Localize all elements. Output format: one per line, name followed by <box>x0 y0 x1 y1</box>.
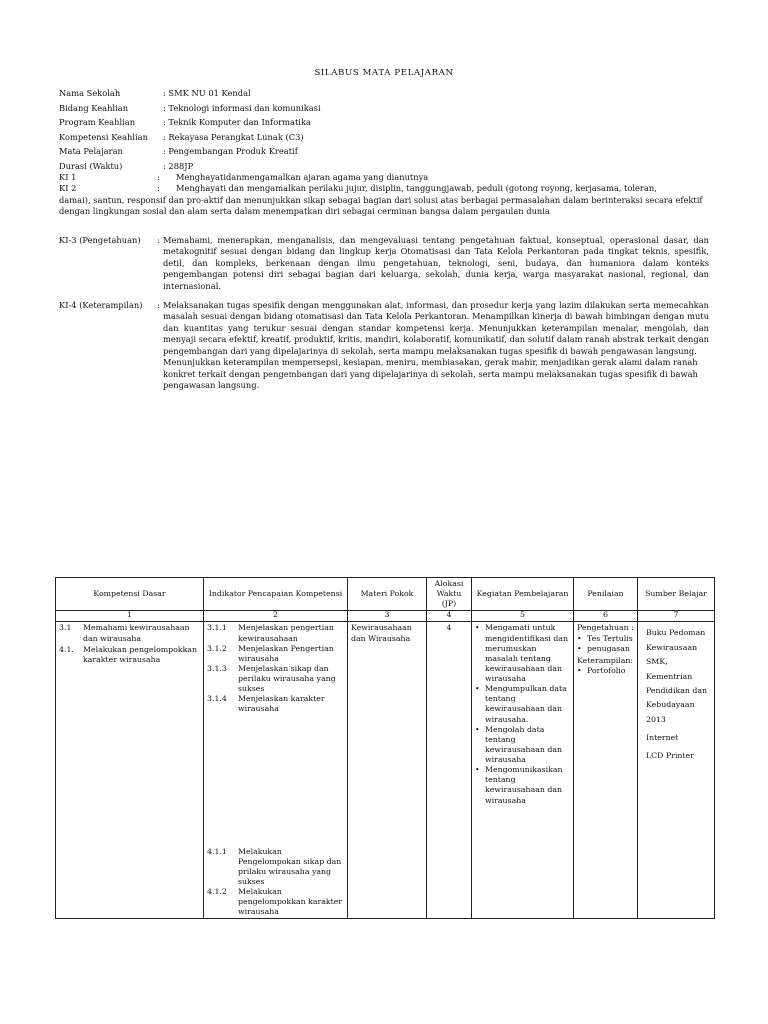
ki1-text: Menghayatidanmengamalkan ajaran agama yang dianutnya <box>176 172 429 182</box>
meta-label: Nama Sekolah <box>59 88 121 98</box>
meta-label: Bidang Keahlian <box>59 102 129 113</box>
kegiatan-item: • Mengamati untuk mengidentifikasi dan merumuskan masalah tentang kewirausahaan dan wirausaha <box>475 623 568 683</box>
col-header-penilaian: Penilaian <box>574 578 638 611</box>
meta-row <box>59 132 719 147</box>
column-number: 5 <box>472 611 574 622</box>
kd-item: 3.1 Memahami kewirausahaan dan wirausaha <box>59 623 190 643</box>
penilaian-heading: Keterampilan: <box>577 655 634 665</box>
col-header-kompetensi-dasar: Kompetensi Dasar <box>56 578 204 611</box>
meta-row <box>59 103 719 118</box>
indikator-item: 4.1.2 Melakukan pengelompokkan karakter wirausaha <box>207 887 343 917</box>
indikator-item: 3.1.1 Menjelaskan pengertian kewirausahaan <box>207 623 334 643</box>
col-header-materi-pokok: Materi Pokok <box>348 578 427 611</box>
sumber-item: Internet <box>646 732 679 742</box>
alokasi-waktu-cell: 4 <box>427 622 472 919</box>
ki3-text: Memahami, menerapkan, menganalisis, dan mengevaluasi tentang pengetahuan faktual, konseptual, operasional dasar, dan metakognitif sesuai dengan bidang dan lingkup kerja Otomatisasi dan Tata Kelola Perkantoran pada tingkat teknis, spesifik, detil, dan kompleks, berkenaan dengan ilmu pengetahuan, teknologi, seni, budaya, dan humaniora dalam konteks pengembangan potensi diri sebagai bagian dari keluarga, sekolah, dunia kerja, warga masyarakat nasional, regional, dan internasional. <box>163 235 709 291</box>
materi-pokok-cell: Kewirausahaan dan Wirausaha <box>348 622 427 919</box>
indikator-item: 3.1.2 Menjelaskan Pengertian wirausaha <box>207 643 334 663</box>
table-header-row <box>56 578 715 611</box>
penilaian-cell <box>574 622 638 919</box>
ki4-label: KI-4 (Keterampilan) <box>59 300 143 310</box>
kegiatan-item: • Mengolah data tentang kewirausahaan dan wirausaha <box>475 724 563 764</box>
penilaian-heading: Pengetahuan : <box>577 623 634 633</box>
meta-row <box>59 88 719 103</box>
ki3-row <box>59 235 709 292</box>
kegiatan-item: • Mengomunikasikan tentang kewirausahaan dan wirausaha <box>475 765 563 805</box>
column-number: 2 <box>204 611 348 622</box>
column-number: 7 <box>638 611 715 622</box>
ki1-sep: : <box>157 172 160 182</box>
bullet-icon: • <box>577 633 582 643</box>
indikator-cell <box>204 622 348 919</box>
bullet-icon: • <box>475 765 480 775</box>
bullet-icon: • <box>475 623 480 633</box>
col-header-kegiatan: Kegiatan Pembelajaran <box>472 578 574 611</box>
column-number: 1 <box>56 611 204 622</box>
indikator-item: 3.1.4 Menjelaskan karakter wirausaha <box>207 694 325 714</box>
col-header-indikator: Indikator Pencapaian Kompetensi <box>204 578 348 611</box>
document-title: SILABUS MATA PELAJARAN <box>314 68 454 78</box>
col-header-sumber-belajar: Sumber Belajar <box>638 578 715 611</box>
kompetensi-dasar-cell <box>56 622 204 919</box>
ki2-text: Menghayati dan mengamalkan perilaku jujur, disiplin, tanggungjawab, peduli (gotong royong, kerjasama, toleran, <box>176 183 657 193</box>
column-number: 6 <box>574 611 638 622</box>
bullet-icon: • <box>577 643 582 653</box>
ki4-sep: : <box>157 300 160 310</box>
bullet-icon: • <box>475 724 480 734</box>
ki2-continuation: damai), santun, responsif dan pro-aktif dan menunjukkan sikap sebagai bagian dari solusi atas berbagai permasalahan dalam berinteraksi secara efektif dengan lingkungan sosial dan alam serta dalam menempatkan diri sebagai cerminan bangsa dalam pergaulan dunia <box>59 195 703 217</box>
column-number: 3 <box>348 611 427 622</box>
meta-value: : Rekayasa Perangkat Lunak (C3) <box>163 131 304 142</box>
ki4-text-2: Menunjukkan keterampilan mempersepsi, kesiapan, meniru, membiasakan, gerak mahir, menjadikan gerak alami dalam ranah konkret terkait dengan pengembangan dari yang dipelajarinya di sekolah, serta mampu melaksanakan tugas spesifik di bawah pengawasan langsung. <box>163 357 698 391</box>
sumber-item: Buku Pedoman Kewirausaan SMK, Kementrian Pendidikan dan Kebudayaan 2013 <box>646 628 708 724</box>
meta-value: : 288JP <box>163 160 194 171</box>
bullet-icon: • <box>475 684 480 694</box>
ki4-text: Melaksanakan tugas spesifik dengan menggunakan alat, informasi, dan prosedur kerja yang lazim dilakukan serta memecahkan masalah sesuai dengan bidang otomatisasi dan Tata Kelola Perkantoran. Menampilkan kinerja di bawah bimbingan dengan mutu dan kuantitas yang terukur sesuai dengan standar kompetensi kerja. Menunjukkan keterampilan menalar, mengolah, dan menyaji secara efektif, kreatif, produktif, kritis, mandiri, kolaboratif, komunikatif, dan solutif dalam ranah abstrak terkait dengan pengembangan dari yang dipelajarinya di sekolah, serta mampu melaksanakan tugas spesifik di bawah pengawasan langsung. <box>163 300 709 356</box>
ki1-label: KI 1 <box>59 172 77 182</box>
school-info <box>59 88 719 175</box>
penilaian-item: • penugasan <box>577 643 630 653</box>
kd-item: 4.1. Melakukan pengelompokkan karakter wirausaha <box>59 644 197 664</box>
kegiatan-cell <box>472 622 574 919</box>
indikator-item: 4.1.1 Melakukan Pengelompokan sikap dan prilaku wirausaha yang sukses <box>207 846 342 886</box>
meta-label: Durasi (Waktu) <box>59 160 123 171</box>
meta-label: Program Keahlian <box>59 117 136 127</box>
bullet-icon: • <box>577 665 582 675</box>
column-number-row <box>56 611 715 622</box>
column-number: 4 <box>427 611 472 622</box>
meta-value: : Teknik Komputer dan Informatika <box>163 117 311 127</box>
penilaian-item: • Tes Tertulis <box>577 633 633 643</box>
indikator-item: 3.1.3 Menjelaskan sikap dan perilaku wirausaha yang sukses <box>207 663 336 694</box>
ki3-label: KI-3 (Pengetahuan) <box>59 235 141 245</box>
ki2-row <box>59 183 719 194</box>
meta-label: Mata Pelajaran <box>59 146 123 156</box>
ki1-row <box>59 172 719 183</box>
sumber-item: LCD Printer <box>646 750 694 760</box>
table-row <box>56 622 715 919</box>
meta-value: : Pengembangan Produk Kreatif <box>163 146 298 156</box>
meta-label: Kompetensi Keahlian <box>59 131 148 142</box>
ki2-sep: : <box>157 183 160 193</box>
penilaian-item: • Portofolio <box>577 665 626 675</box>
kegiatan-item: • Mengumpulkan data tentang kewirausahaan dan wirausaha. <box>475 684 567 724</box>
ki4-row <box>59 300 709 392</box>
meta-row <box>59 117 719 132</box>
meta-value: : SMK NU 01 Kendal <box>163 88 251 98</box>
syllabus-table <box>55 577 715 919</box>
meta-value: : Teknologi informasi dan komunikasi <box>163 102 321 113</box>
ki3-sep: : <box>157 235 160 245</box>
sumber-belajar-cell <box>638 622 715 919</box>
col-header-alokasi-waktu: Alokasi Waktu (JP) <box>427 578 472 611</box>
ki2-label: KI 2 <box>59 183 77 193</box>
meta-row <box>59 146 719 161</box>
